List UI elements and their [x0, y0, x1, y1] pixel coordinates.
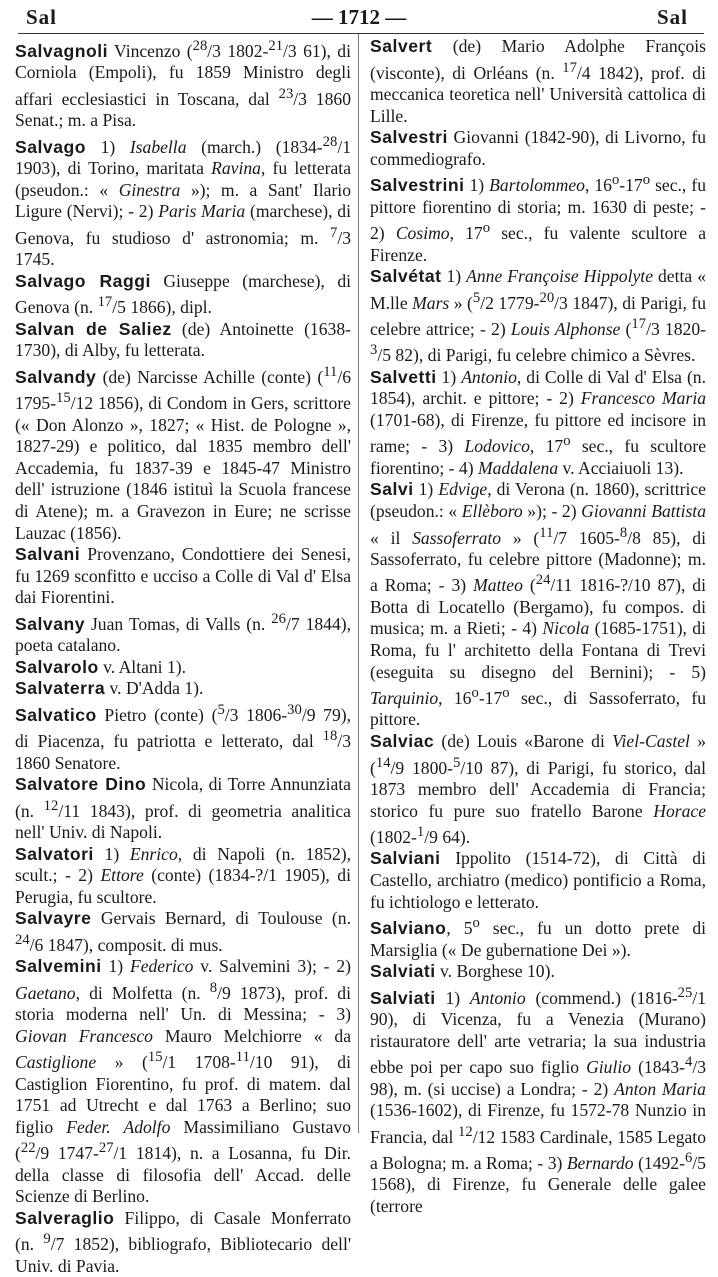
dictionary-entry: Salvany Juan Tomas, di Valls (n. $^{26}$/7 1844), poeta catalano.: [15, 610, 352, 656]
page-number: — 1712 —: [311, 5, 407, 29]
dictionary-entry: Salvani Provenzano, Condottiere dei Senesi, fu 1269 sconfitto e ucciso a Colle di Val d' Elsa dai Fiorentini.: [15, 544, 351, 608]
dictionary-entry: Salvarolo v. Altani 1).: [15, 656, 187, 677]
dictionary-entry: Salviati 1) Antonio (commend.) (1816-$^{25}$/1 90), di Vicenza, fu a Venezia (Murano) ristauratore dell' arte vetraria; la sua industria ebbe poi per capo suo figlio Giulio (1843-$^4$/3 98), m. (si uccise) a Londra; - 2) Anton Maria (1536-1602), di Firenze, fu 1572-78 Nunzio in Francia, dal $^{12}$/12 1583 Cardinale, 1585 Legato a Bologna; m. a Roma; - 3) Bernardo (1492-$^6$/5 1568), di Firenze, fu Generale delle galee (terrore: [370, 984, 706, 1216]
dictionary-entry: Salvaterra v. D'Adda 1).: [15, 678, 204, 699]
dictionary-entry: Salviati v. Borghese 10).: [370, 961, 555, 982]
left-column: [15, 36, 351, 1277]
dictionary-entry: Salviano, 5$^o$ sec., fu un dotto prete di Marsiglia (« De gubernatione Dei »).: [370, 915, 707, 960]
dictionary-entry: Salvandy (de) Narcisse Achille (conte) ($^{11}$/6 1795-$^{15}$/12 1856), di Condom in Gers, scrittore (« Don Alonzo », 1827; « Hist. de Pologne », 1827-29) e politico, dal 1835 membro dell' Accademia, fu 1837-39 e 1845-47 Ministro dell' istruzione (1846 istituì la Scuola francese di Atene); m. a Gravezon in Eure; ne scrisse Lauzac (1856).: [15, 363, 351, 543]
dictionary-entry: Salvagnoli Vincenzo ($^{28}$/3 1802-$^{21}$/3 61), di Corniola (Empoli), fu 1859 Ministro degli affari ecclesiastici in Toscana, dal $^{23}$/3 1860 Senat.; m. a Pisa.: [15, 38, 351, 131]
dictionary-entry: Salvert (de) Mario Adolphe François (visconte), di Orléans (n. $^{17}$/4 1842), prof. di meccanica teoretica nell' Università cattolica di Lille.: [370, 36, 706, 126]
dictionary-entry: Salvago Raggi Giuseppe (marchese), di Genova (n. $^{17}$/5 1866), dipl.: [15, 270, 352, 318]
dictionary-entry: Salvestri Giovanni (1842-90), di Livorno, fu commediografo.: [370, 127, 706, 169]
dictionary-entry: Salvan de Saliez (de) Antoinette (1638-1730), di Alby, fu letterata.: [15, 318, 351, 361]
dictionary-entry: Salvago 1) Isabella (march.) (1834-$^{28}$/1 1903), di Torino, maritata Ravina, fu letterata (pseudon.: « Ginestra »); m. a Sant' Ilario Ligure (Nervi); - 2) Paris Maria (marchese), di Genova, fu studioso d' astronomia; m. $^7$/3 1745.: [15, 133, 351, 270]
dictionary-entry: Salveraglio Filippo, di Casale Monferrato (n. $^9$/7 1852), bibliografo, Bibliotecario dell' Univ. di Pavia.: [15, 1207, 352, 1276]
dictionary-entry: Salvatico Pietro (conte) ($^5$/3 1806-$^{30}$/9 79), di Piacenza, fu patriotta e letterato, dal $^{18}$/3 1860 Senatore.: [15, 701, 352, 773]
dictionary-entry: Salvemini 1) Federico v. Salvemini 3); - 2) Gaetano, di Molfetta (n. $^8$/9 1873), prof. di storia moderna nell' Un. di Messina; - 3) Giovan Francesco Mauro Melchiorre « da Castiglione » ($^{15}$/1 1708-$^{11}$/10 91), di Castiglion Fiorentino, fu prof. di matem. dal 1751 ad Utrecht e dal 1763 a Berlino; suo figlio Feder. Adolfo Massimiliano Gustavo ($^{22}$/9 1747-$^{27}$/1 1814), n. a Losanna, fu Dir. della classe di filosofia dell' Accad. delle Scienze di Berlino.: [15, 956, 352, 1207]
header-rule: [18, 33, 704, 34]
right-column: [370, 36, 706, 1218]
dictionary-entry: Salvatore Dino Nicola, di Torre Annunziata (n. $^{12}$/11 1843), prof. di geometria analitica nell' Univ. di Napoli.: [15, 774, 351, 843]
page-header: [0, 4, 718, 34]
dictionary-entry: Salvestrini 1) Bartolommeo, 16$^o$-17$^o$ sec., fu pittore fiorentino di storia; m. 1630 di peste; - 2) Cosimo, 17$^o$ sec., fu valente scultore a Firenze.: [370, 172, 706, 265]
dictionary-entry: Salvetti 1) Antonio, di Colle di Val d' Elsa (n. 1854), archit. e pittore; - 2) Francesco Maria (1701-68), di Firenze, fu pittore ed incisore in rame; - 3) Lodovico, 17$^o$ sec., fu scultore fiorentino; - 4) Maddalena v. Acciaiuoli 13).: [370, 366, 707, 478]
column-divider: [358, 34, 359, 1133]
dictionary-entry: Salvétat 1) Anne Françoise Hippolyte detta « M.lle Mars » ($^5$/2 1779-$^{20}$/3 1847), di Parigi, fu celebre attrice; - 2) Louis Alphonse ($^{17}$/3 1820-$^3$/5 82), di Parigi, fu celebre chimico a Sèvres.: [370, 266, 706, 366]
dictionary-entry: Salviac (de) Louis «Barone di Viel-Castel » ($^{14}$/9 1800-$^5$/10 87), di Parigi, fu storico, dal 1873 membro dell' Accademia di Francia; storico fu pure suo fratello Barone Horace (1802-$^1$/9 64).: [370, 731, 706, 847]
dictionary-entry: Salvi 1) Edvige, di Verona (n. 1860), scrittrice (pseudon.: « Ellèboro »); - 2) Giovanni Battista « il Sassoferrato » ($^{11}$/7 1605-$^8$/8 85), di Sassoferrato, fu celebre pittore (Madonne); m. a Roma; - 3) Matteo ($^{24}$/11 1816-?/10 87), di Botta di Locatello (Bergamo), fu compos. di musica; m. a Rieti; - 4) Nicola (1685-1751), di Roma, fu l' architetto della Fontana di Trevi (eseguita su disegno del Bernini); - 5) Tarquinio, 16$^o$-17$^o$ sec., di Sassoferrato, fu pittore.: [370, 479, 707, 730]
header-left-keyword: Sal: [26, 5, 58, 29]
header-right-keyword: Sal: [656, 5, 688, 29]
dictionary-entry: Salviani Ippolito (1514-72), di Città di Castello, archiatro (medico) pontificio a Roma, fu ichtiologo e letterato.: [370, 848, 706, 912]
dictionary-entry: Salvatori 1) Enrico, di Napoli (n. 1852), scult.; - 2) Ettore (conte) (1834-?/1 1905), di Perugia, fu scultore.: [15, 843, 352, 907]
dictionary-entry: Salvayre Gervais Bernard, di Toulouse (n. $^{24}$/6 1847), composit. di mus.: [15, 908, 351, 955]
